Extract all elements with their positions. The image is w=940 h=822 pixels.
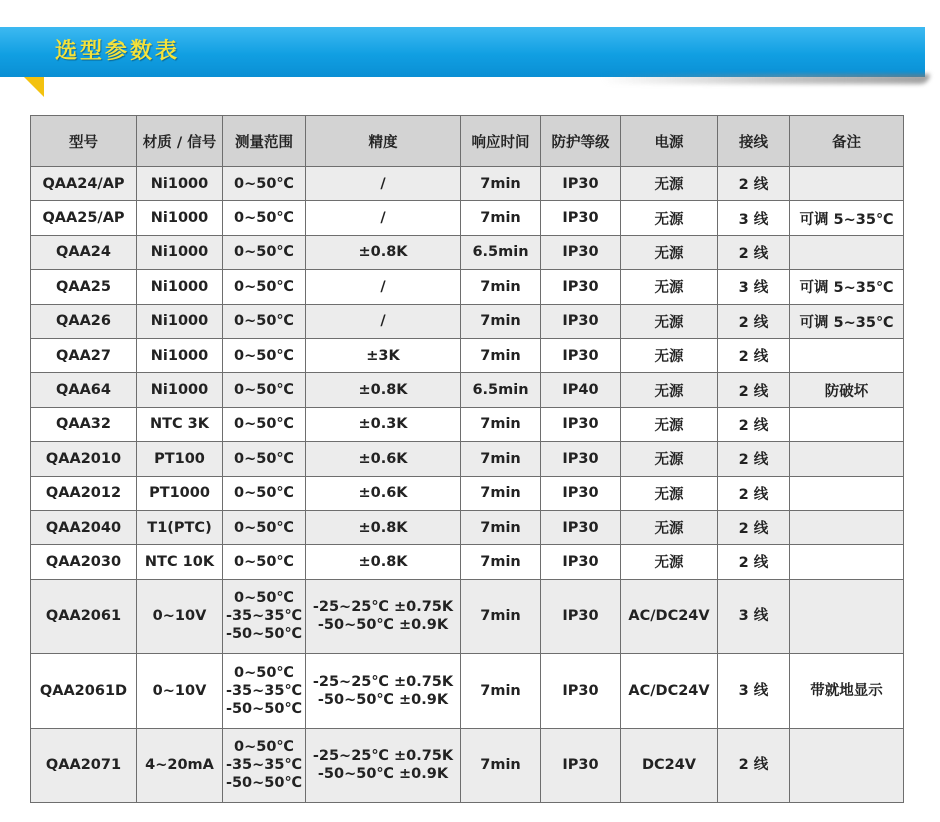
table-row (31, 270, 904, 304)
cell-accuracy (306, 728, 461, 803)
cell-response: 7min (461, 476, 541, 510)
cell-material: T1(PTC) (137, 510, 223, 544)
cell-note: 防破坏 (790, 373, 904, 407)
cell-protection: IP30 (541, 579, 621, 654)
cell-model: QAA25/AP (31, 201, 137, 235)
cell-response: 6.5min (461, 373, 541, 407)
column-header-note: 备注 (790, 116, 904, 167)
cell-wiring: 3 线 (718, 579, 790, 654)
cell-accuracy: ±0.8K (306, 235, 461, 269)
cell-model: QAA2012 (31, 476, 137, 510)
cell-model: QAA24/AP (31, 167, 137, 201)
spec-table (30, 115, 904, 803)
cell-range (223, 728, 306, 803)
table-row (31, 338, 904, 372)
cell-note: 可调 5~35℃ (790, 304, 904, 338)
cell-protection: IP30 (541, 201, 621, 235)
table-row (31, 373, 904, 407)
cell-range: 0~50℃ (223, 338, 306, 372)
cell-power: 无源 (621, 201, 718, 235)
cell-range: 0~50℃ (223, 304, 306, 338)
cell-wiring: 2 线 (718, 476, 790, 510)
table-row (31, 476, 904, 510)
cell-response: 7min (461, 270, 541, 304)
cell-material: Ni1000 (137, 235, 223, 269)
cell-protection: IP40 (541, 373, 621, 407)
cell-model: QAA24 (31, 235, 137, 269)
cell-note (790, 442, 904, 476)
cell-accuracy: ±3K (306, 338, 461, 372)
cell-accuracy-line: -25~25℃ ±0.75K (312, 748, 454, 765)
cell-response: 7min (461, 654, 541, 729)
cell-response: 7min (461, 579, 541, 654)
column-header-response: 响应时间 (461, 116, 541, 167)
cell-material: Ni1000 (137, 338, 223, 372)
cell-material: NTC 3K (137, 407, 223, 441)
cell-protection: IP30 (541, 304, 621, 338)
cell-protection: IP30 (541, 270, 621, 304)
cell-material: 0~10V (137, 654, 223, 729)
table-row (31, 407, 904, 441)
cell-accuracy: ±0.8K (306, 545, 461, 579)
cell-note (790, 510, 904, 544)
cell-power: AC/DC24V (621, 654, 718, 729)
cell-material: Ni1000 (137, 373, 223, 407)
spec-table-container (30, 115, 903, 803)
cell-accuracy: / (306, 270, 461, 304)
cell-note (790, 579, 904, 654)
cell-material: 0~10V (137, 579, 223, 654)
cell-material: Ni1000 (137, 270, 223, 304)
cell-note (790, 728, 904, 803)
cell-power: 无源 (621, 235, 718, 269)
cell-power: 无源 (621, 510, 718, 544)
column-header-protection: 防护等级 (541, 116, 621, 167)
cell-accuracy-line: -25~25℃ ±0.75K (312, 673, 454, 690)
cell-wiring: 2 线 (718, 407, 790, 441)
cell-power: 无源 (621, 476, 718, 510)
cell-model: QAA2071 (31, 728, 137, 803)
cell-power: 无源 (621, 373, 718, 407)
cell-protection: IP30 (541, 476, 621, 510)
cell-protection: IP30 (541, 654, 621, 729)
cell-range-line: -50~50℃ (225, 700, 303, 717)
cell-range-line: -35~35℃ (225, 682, 303, 699)
cell-material: 4~20mA (137, 728, 223, 803)
cell-accuracy: ±0.8K (306, 373, 461, 407)
cell-wiring: 3 线 (718, 201, 790, 235)
cell-response: 7min (461, 728, 541, 803)
cell-accuracy-line: -50~50℃ ±0.9K (317, 766, 449, 783)
cell-accuracy: ±0.6K (306, 442, 461, 476)
cell-response: 7min (461, 510, 541, 544)
cell-material: NTC 10K (137, 545, 223, 579)
cell-note (790, 476, 904, 510)
column-header-range: 测量范围 (223, 116, 306, 167)
cell-range: 0~50℃ (223, 407, 306, 441)
cell-response: 7min (461, 201, 541, 235)
cell-accuracy: ±0.6K (306, 476, 461, 510)
cell-protection: IP30 (541, 442, 621, 476)
cell-power: 无源 (621, 407, 718, 441)
cell-power: 无源 (621, 270, 718, 304)
cell-model: QAA2040 (31, 510, 137, 544)
cell-model: QAA25 (31, 270, 137, 304)
cell-accuracy: / (306, 167, 461, 201)
cell-range-line: 0~50℃ (234, 739, 294, 756)
table-row (31, 654, 904, 729)
cell-protection: IP30 (541, 545, 621, 579)
cell-range: 0~50℃ (223, 167, 306, 201)
cell-power: 无源 (621, 167, 718, 201)
column-header-material: 材质 / 信号 (137, 116, 223, 167)
cell-accuracy (306, 579, 461, 654)
table-row (31, 235, 904, 269)
cell-accuracy-line: -50~50℃ ±0.9K (317, 617, 449, 634)
cell-material: Ni1000 (137, 304, 223, 338)
cell-model: QAA32 (31, 407, 137, 441)
cell-range: 0~50℃ (223, 476, 306, 510)
cell-power: 无源 (621, 442, 718, 476)
cell-range-line: -35~35℃ (225, 608, 303, 625)
cell-note: 可调 5~35℃ (790, 201, 904, 235)
cell-power: AC/DC24V (621, 579, 718, 654)
table-row (31, 728, 904, 803)
cell-note (790, 338, 904, 372)
table-row (31, 304, 904, 338)
cell-range-line: -50~50℃ (225, 626, 303, 643)
cell-range: 0~50℃ (223, 545, 306, 579)
cell-power: 无源 (621, 545, 718, 579)
cell-range: 0~50℃ (223, 270, 306, 304)
cell-protection: IP30 (541, 338, 621, 372)
cell-power: 无源 (621, 338, 718, 372)
cell-note (790, 545, 904, 579)
cell-model: QAA26 (31, 304, 137, 338)
cell-wiring: 2 线 (718, 338, 790, 372)
column-header-power: 电源 (621, 116, 718, 167)
cell-response: 7min (461, 167, 541, 201)
cell-accuracy: ±0.8K (306, 510, 461, 544)
cell-wiring: 2 线 (718, 235, 790, 269)
cell-power: DC24V (621, 728, 718, 803)
cell-range (223, 654, 306, 729)
cell-wiring: 2 线 (718, 442, 790, 476)
cell-protection: IP30 (541, 728, 621, 803)
cell-protection: IP30 (541, 235, 621, 269)
cell-wiring: 3 线 (718, 654, 790, 729)
cell-accuracy: ±0.3K (306, 407, 461, 441)
cell-response: 6.5min (461, 235, 541, 269)
cell-wiring: 3 线 (718, 270, 790, 304)
cell-model: QAA2010 (31, 442, 137, 476)
cell-response: 7min (461, 304, 541, 338)
cell-accuracy: / (306, 304, 461, 338)
cell-wiring: 2 线 (718, 510, 790, 544)
cell-response: 7min (461, 545, 541, 579)
cell-note: 带就地显示 (790, 654, 904, 729)
column-header-wiring: 接线 (718, 116, 790, 167)
cell-wiring: 2 线 (718, 304, 790, 338)
cell-response: 7min (461, 407, 541, 441)
cell-model: QAA2030 (31, 545, 137, 579)
cell-range: 0~50℃ (223, 201, 306, 235)
cell-note (790, 167, 904, 201)
cell-power: 无源 (621, 304, 718, 338)
cell-wiring: 2 线 (718, 545, 790, 579)
page-title: 选型参数表 (55, 39, 181, 64)
cell-response: 7min (461, 442, 541, 476)
column-header-accuracy: 精度 (306, 116, 461, 167)
table-header-row (31, 116, 904, 167)
cell-range: 0~50℃ (223, 373, 306, 407)
cell-accuracy (306, 654, 461, 729)
cell-wiring: 2 线 (718, 728, 790, 803)
cell-protection: IP30 (541, 167, 621, 201)
table-row (31, 545, 904, 579)
cell-material: PT100 (137, 442, 223, 476)
cell-material: Ni1000 (137, 201, 223, 235)
cell-range-line: 0~50℃ (234, 590, 294, 607)
cell-accuracy-line: -50~50℃ ±0.9K (317, 691, 449, 708)
cell-range-line: 0~50℃ (234, 664, 294, 681)
cell-range-line: -35~35℃ (225, 757, 303, 774)
cell-wiring: 2 线 (718, 373, 790, 407)
table-row (31, 579, 904, 654)
table-row (31, 510, 904, 544)
table-row (31, 442, 904, 476)
cell-range-line: -50~50℃ (225, 775, 303, 792)
cell-accuracy: / (306, 201, 461, 235)
cell-range: 0~50℃ (223, 235, 306, 269)
banner-corner-tab (24, 77, 44, 97)
cell-note (790, 407, 904, 441)
cell-model: QAA2061D (31, 654, 137, 729)
cell-response: 7min (461, 338, 541, 372)
table-row (31, 201, 904, 235)
cell-model: QAA2061 (31, 579, 137, 654)
cell-note: 可调 5~35℃ (790, 270, 904, 304)
cell-wiring: 2 线 (718, 167, 790, 201)
cell-protection: IP30 (541, 407, 621, 441)
cell-range: 0~50℃ (223, 510, 306, 544)
banner-shadow (600, 74, 930, 84)
cell-model: QAA27 (31, 338, 137, 372)
cell-model: QAA64 (31, 373, 137, 407)
cell-note (790, 235, 904, 269)
column-header-model: 型号 (31, 116, 137, 167)
table-row (31, 167, 904, 201)
cell-protection: IP30 (541, 510, 621, 544)
cell-range: 0~50℃ (223, 442, 306, 476)
cell-accuracy-line: -25~25℃ ±0.75K (312, 599, 454, 616)
cell-material: Ni1000 (137, 167, 223, 201)
cell-range (223, 579, 306, 654)
cell-material: PT1000 (137, 476, 223, 510)
